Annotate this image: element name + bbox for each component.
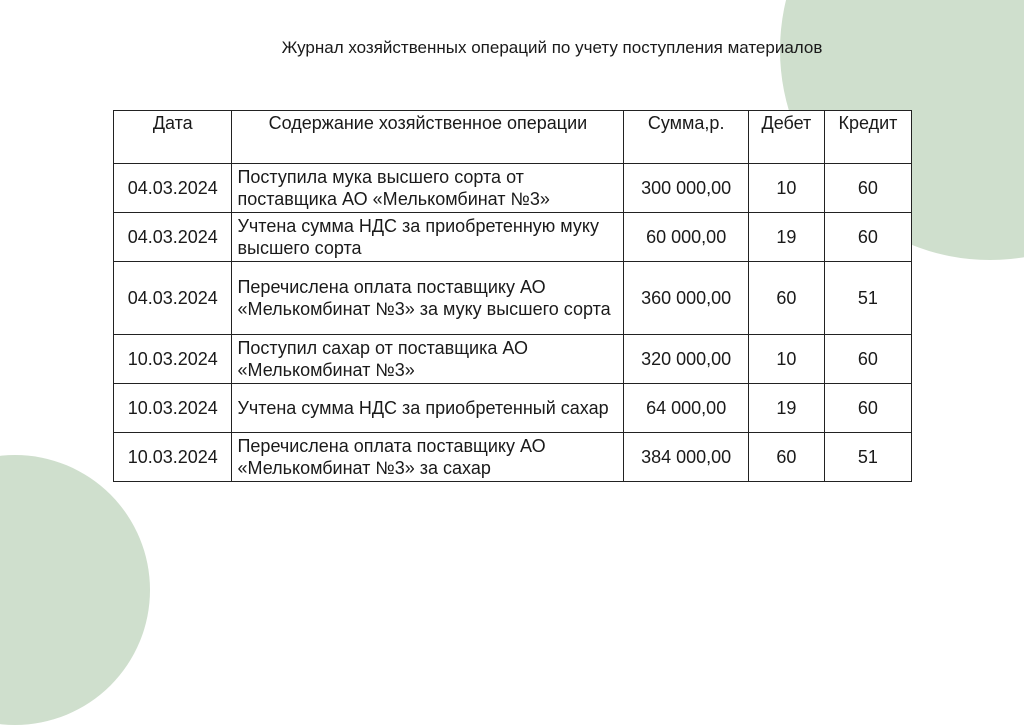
cell-date: 04.03.2024 [114, 262, 232, 335]
cell-amount: 360 000,00 [624, 262, 749, 335]
table-row [114, 384, 912, 433]
header-debit: Дебет [748, 111, 824, 164]
cell-credit: 60 [824, 335, 911, 384]
table-row [114, 213, 912, 262]
cell-credit: 60 [824, 164, 911, 213]
cell-amount: 320 000,00 [624, 335, 749, 384]
cell-debit: 19 [748, 213, 824, 262]
cell-debit: 10 [748, 335, 824, 384]
table-row [114, 335, 912, 384]
cell-description: Учтена сумма НДС за приобретенную муку высшего сорта [232, 213, 624, 262]
decorative-circle-bottom [0, 455, 150, 725]
header-date: Дата [114, 111, 232, 164]
cell-date: 10.03.2024 [114, 384, 232, 433]
cell-amount: 60 000,00 [624, 213, 749, 262]
cell-debit: 10 [748, 164, 824, 213]
cell-description: Поступила мука высшего сорта от поставщика АО «Мелькомбинат №3» [232, 164, 624, 213]
header-description: Содержание хозяйственное операции [232, 111, 624, 164]
cell-debit: 60 [748, 262, 824, 335]
header-credit: Кредит [824, 111, 911, 164]
cell-debit: 19 [748, 384, 824, 433]
cell-amount: 300 000,00 [624, 164, 749, 213]
cell-date: 10.03.2024 [114, 433, 232, 482]
cell-credit: 51 [824, 433, 911, 482]
cell-description: Перечислена оплата поставщику АО «Мелькомбинат №3» за сахар [232, 433, 624, 482]
cell-date: 04.03.2024 [114, 164, 232, 213]
cell-date: 10.03.2024 [114, 335, 232, 384]
journal-table [113, 110, 912, 482]
cell-description: Учтена сумма НДС за приобретенный сахар [232, 384, 624, 433]
cell-credit: 60 [824, 384, 911, 433]
cell-debit: 60 [748, 433, 824, 482]
cell-date: 04.03.2024 [114, 213, 232, 262]
header-amount: Сумма,р. [624, 111, 749, 164]
page-title: Журнал хозяйственных операций по учету поступления материалов [281, 38, 823, 57]
cell-amount: 384 000,00 [624, 433, 749, 482]
table-row [114, 164, 912, 213]
table-row [114, 433, 912, 482]
table-row [114, 262, 912, 335]
cell-description: Поступил сахар от поставщика АО «Мелькомбинат №3» [232, 335, 624, 384]
cell-amount: 64 000,00 [624, 384, 749, 433]
cell-description: Перечислена оплата поставщику АО «Мелькомбинат №3» за муку высшего сорта [232, 262, 624, 335]
table-header-row [114, 111, 912, 164]
cell-credit: 51 [824, 262, 911, 335]
cell-credit: 60 [824, 213, 911, 262]
